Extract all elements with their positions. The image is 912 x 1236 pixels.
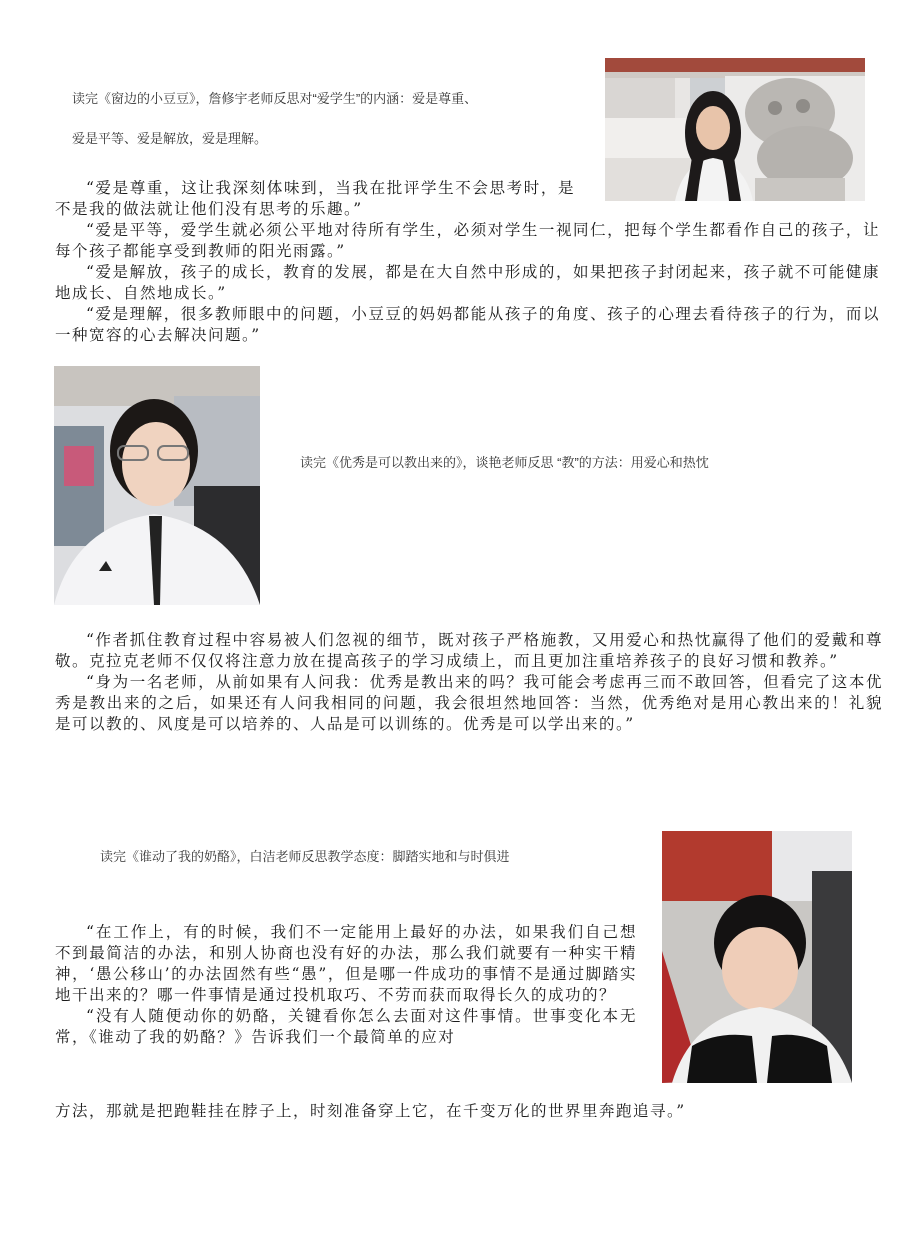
reflection-1-paragraph-1 (55, 178, 575, 220)
paragraph-text: “身为一名老师，从前如果有人问我：优秀是教出来的吗？我可能会考虑再三而不敢回答，但看完了这本优秀是教出来的之后，如果还有人问我相同的问题，我会很坦然地回答：当然，优秀绝对是用心教出来的！礼貌是可以教的、风度是可以培养的、人品是可以训练的。优秀是可以学出来的。” (55, 673, 883, 733)
caption-reading-2: 读完《优秀是可以教出来的》，谈艳老师反思 “教”的方法：用爱心和热忱 (300, 455, 709, 470)
paragraph-text: “爱是理解，很多教师眼中的问题，小豆豆的妈妈都能从孩子的角度、孩子的心理去看待孩子的行为，而以一种宽容的心去解决问题。” (55, 305, 880, 344)
paragraph-text: “没有人随便动你的奶酪，关键看你怎么去面对这件事情。世事变化本无常，《谁动了我的奶酪？》告诉我们一个最简单的应对 (55, 1007, 637, 1046)
reflection-3-paragraph-1 (55, 922, 637, 1048)
paragraph-text: 方法，那就是把跑鞋挂在脖子上，时刻准备穿上它，在千变万化的世界里奔跑追寻。” (55, 1102, 686, 1120)
caption-reading-1-line2: 爱是平等、爱是解放，爱是理解。 (72, 131, 268, 146)
paragraph-text: “在工作上，有的时候，我们不一定能用上最好的办法，如果我们自己想不到最简洁的办法，和别人协商也没有好的办法，那么我们就要有一种实干精神，‘愚公移山’的办法固然有些“愚”，但是哪一件成功的事情不是通过脚踏实地干出来的？哪一件事情是通过投机取巧、不劳而获而取得长久的成功的？ (55, 923, 637, 1004)
paragraph-text: “爱是尊重，这让我深刻体味到，当我在批评学生不会思考时，是不是我的做法就让他们没有思考的乐趣。” (55, 179, 575, 218)
reflection-2-paragraphs (55, 630, 883, 735)
caption-reading-1-line1: 读完《窗边的小豆豆》，詹修宇老师反思对“爱学生”的内涵：爱是尊重、 (72, 91, 478, 106)
teacher-photo-3 (662, 831, 852, 1083)
caption-reading-3: 读完《谁动了我的奶酪》，白洁老师反思教学态度：脚踏实地和与时俱进 (100, 849, 510, 864)
reflection-1-paragraphs (55, 220, 880, 346)
teacher-photo-1 (605, 58, 865, 201)
teacher-photo-2 (54, 366, 260, 605)
paragraph-text: “作者抓住教育过程中容易被人们忽视的细节，既对孩子严格施教，又用爱心和热忱赢得了他们的爱戴和尊敬。克拉克老师不仅仅将注意力放在提高孩子的学习成绩上，而且更加注重培养孩子的良好习惯和教养。” (55, 631, 883, 670)
reflection-3-paragraph-2-end (55, 1101, 883, 1122)
paragraph-text: “爱是解放，孩子的成长，教育的发展，都是在大自然中形成的，如果把孩子封闭起来，孩子就不可能健康地成长、自然地成长。” (55, 263, 880, 302)
paragraph-text: “爱是平等，爱学生就必须公平地对待所有学生，必须对学生一视同仁，把每个学生都看作自己的孩子，让每个孩子都能享受到教师的阳光雨露。” (55, 221, 880, 260)
